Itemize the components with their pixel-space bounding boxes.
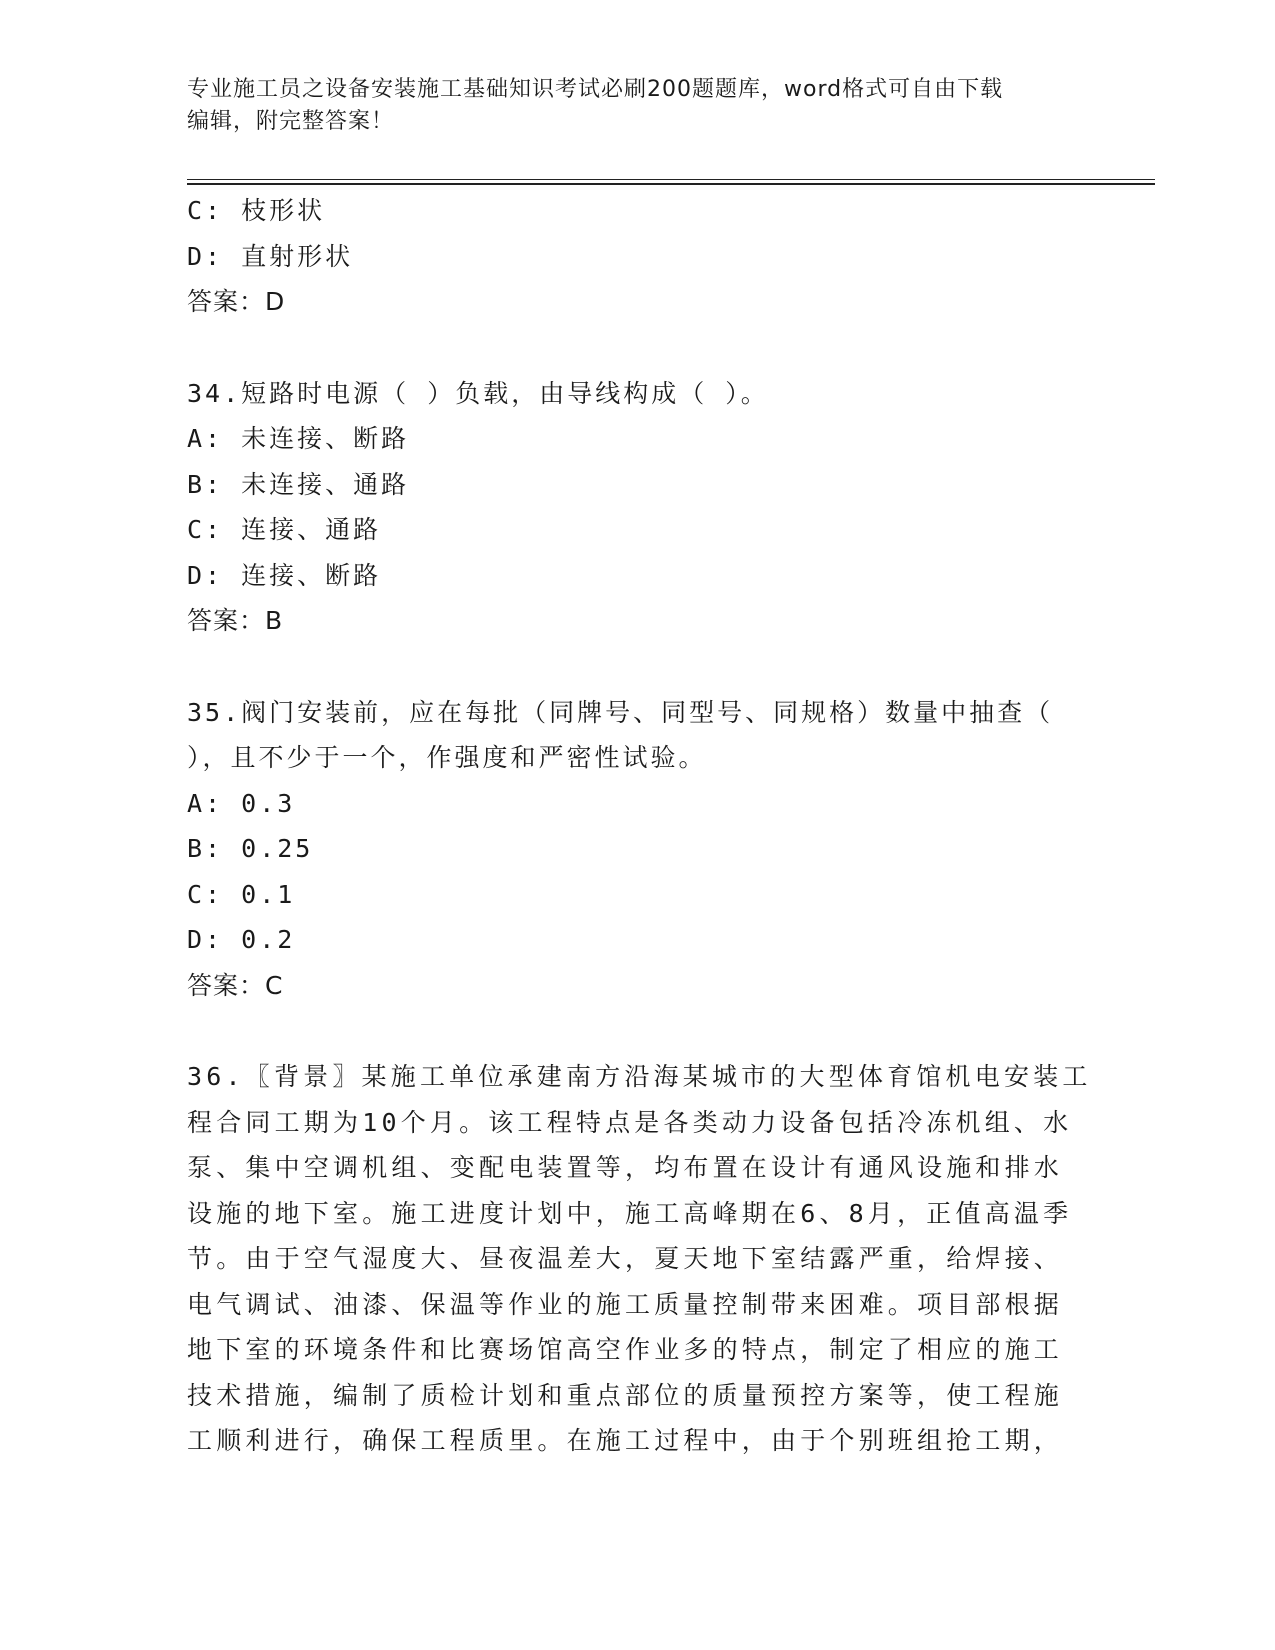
question-text-line-1: 35.阀门安装前，应在每批（同牌号、同型号、同规格）数量中抽查（: [187, 697, 1054, 727]
question-text-line: 设施的地下室。施工进度计划中，施工高峰期在6、8月，正值高温季: [187, 1198, 1073, 1228]
spacer: [187, 644, 1077, 690]
question-text-line: 电气调试、油漆、保温等作业的施工质量控制带来困难。项目部根据: [187, 1289, 1064, 1319]
header-rule-thick: [187, 183, 1155, 185]
answer: 答案：D: [187, 287, 286, 316]
option-a: A: 0.3: [187, 788, 296, 818]
answer: 答案：B: [187, 606, 284, 635]
option-c: C: 0.1: [187, 879, 296, 909]
spacer: [187, 1008, 1077, 1054]
question-text-line-2: ），且不少于一个，作强度和严密性试验。: [187, 743, 707, 772]
question-34: [187, 371, 1077, 644]
option-d: D: 0.2: [187, 925, 296, 954]
option-c: C: 连接、通路: [187, 515, 382, 544]
option-b: B: 未连接、通路: [187, 469, 410, 499]
question-text-line: 36.〖背景〗某施工单位承建南方沿海某城市的大型体育馆机电安装工: [187, 1062, 1092, 1091]
question-36: [187, 1054, 1092, 1464]
question-text-line: 地下室的环境条件和比赛场馆高空作业多的特点，制定了相应的施工: [187, 1335, 1064, 1364]
option-b: B: 0.25: [187, 834, 314, 863]
document-header: [187, 74, 1067, 138]
question-text-line: 节。由于空气湿度大、昼夜温差大，夏天地下室结露严重，给焊接、: [187, 1244, 1064, 1273]
answer: 答案：C: [187, 970, 284, 1000]
option-c: C: 枝形状: [187, 196, 326, 225]
question-text-line: 工顺利进行，确保工程质里。在施工过程中，由于个别班组抢工期，: [187, 1426, 1064, 1455]
question-33: [187, 188, 1077, 325]
question-35: [187, 690, 1077, 1009]
spacer: [187, 325, 1077, 371]
header-title-line-2: 编辑，附完整答案！: [187, 109, 395, 134]
question-text-line: 技术措施，编制了质检计划和重点部位的质量预控方案等，使工程施: [187, 1380, 1064, 1410]
header-title-line-1: 专业施工员之设备安装施工基础知识考试必刷200题题库，word格式可自由下载: [187, 77, 1004, 102]
option-a: A: 未连接、断路: [187, 424, 410, 453]
option-d: D: 直射形状: [187, 241, 354, 271]
document-body: [187, 188, 1092, 1464]
question-text-line: 程合同工期为10个月。该工程特点是各类动力设备包括冷冻机组、水: [187, 1107, 1073, 1137]
question-text: 34.短路时电源（ ）负载，由导线构成（ ）。: [187, 378, 769, 408]
question-text-line: 泵、集中空调机组、变配电装置等，均布置在设计有通风设施和排水: [187, 1153, 1064, 1182]
header-rule-thin: [187, 179, 1155, 180]
option-d: D: 连接、断路: [187, 560, 382, 590]
